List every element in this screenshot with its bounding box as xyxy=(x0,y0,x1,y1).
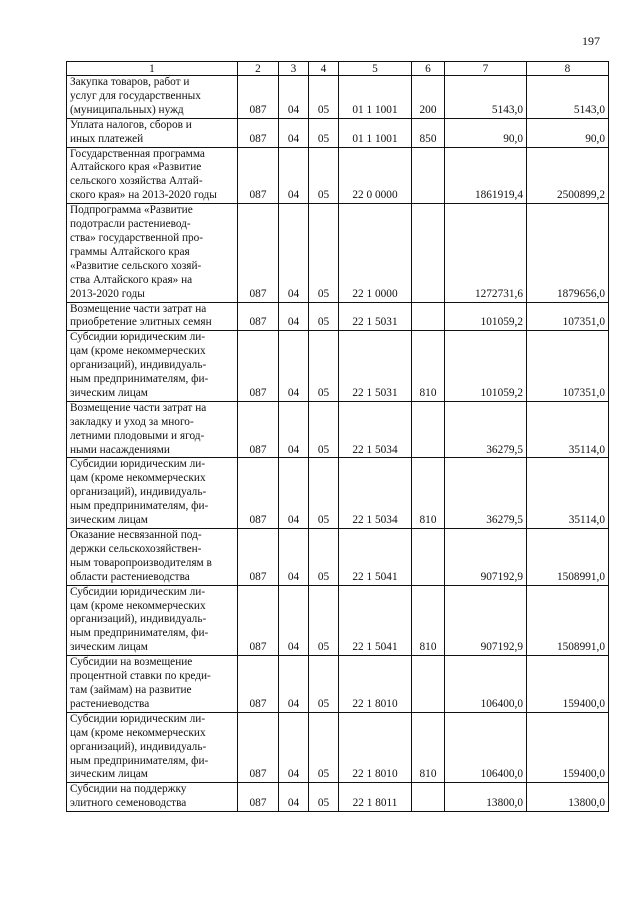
amount-2014: 101059,2 xyxy=(445,331,527,402)
description-line: «Развитие сельского хозяй- xyxy=(70,259,202,272)
row-description xyxy=(67,147,238,204)
amount-2014: 106400,0 xyxy=(445,656,527,713)
description-line: (муниципальных) нужд xyxy=(70,103,184,116)
amount-2014: 36279,5 xyxy=(445,401,527,458)
header-cell: 4 xyxy=(309,62,339,76)
description-line: организаций), индивидуаль- xyxy=(70,359,207,372)
description-line: 2013-2020 годы xyxy=(70,287,145,300)
description-line: приобретение элитных семян xyxy=(70,316,212,329)
row-description xyxy=(67,401,238,458)
row-description xyxy=(67,585,238,656)
description-line: ным товаропроизводителям в xyxy=(70,556,212,569)
code-vr: 810 xyxy=(412,458,445,529)
table-row xyxy=(67,401,609,458)
header-cell: 3 xyxy=(279,62,309,76)
code-gr: 087 xyxy=(238,302,279,331)
code-pr: 05 xyxy=(309,585,339,656)
code-vr xyxy=(412,783,445,812)
amount-2014: 5143,0 xyxy=(445,76,527,119)
amount-2014: 1861919,4 xyxy=(445,147,527,204)
description-line: иных платежей xyxy=(70,132,144,145)
code-csr: 22 1 5031 xyxy=(339,302,412,331)
code-gr: 087 xyxy=(238,458,279,529)
code-rz: 04 xyxy=(279,118,309,147)
description-line: ным предпринимателям, фи- xyxy=(70,627,209,640)
description-line: Субсидии на возмещение xyxy=(70,656,193,669)
amount-2015: 1879656,0 xyxy=(527,204,609,302)
code-csr: 22 1 8011 xyxy=(339,783,412,812)
description-line: области растениеводства xyxy=(70,570,190,583)
code-csr: 01 1 1001 xyxy=(339,76,412,119)
description-line: цам (кроме некоммерческих xyxy=(70,726,206,739)
header-cell: 5 xyxy=(339,62,412,76)
header-row xyxy=(67,62,609,76)
code-rz: 04 xyxy=(279,76,309,119)
description-line: Алтайского края «Развитие xyxy=(70,161,202,174)
code-vr: 200 xyxy=(412,76,445,119)
header-cell: 7 xyxy=(445,62,527,76)
amount-2014: 90,0 xyxy=(445,118,527,147)
code-gr: 087 xyxy=(238,118,279,147)
row-description xyxy=(67,656,238,713)
code-vr: 810 xyxy=(412,712,445,783)
code-pr: 05 xyxy=(309,783,339,812)
description-line: ства» государственной про- xyxy=(70,231,204,244)
table-row xyxy=(67,204,609,302)
table-row xyxy=(67,712,609,783)
row-description xyxy=(67,712,238,783)
description-line: Субсидии юридическим ли- xyxy=(70,331,206,344)
description-line: граммы Алтайского края xyxy=(70,245,190,258)
code-rz: 04 xyxy=(279,331,309,402)
description-line: ского края» на 2013-2020 годы xyxy=(70,189,217,202)
description-line: Субсидии юридическим ли- xyxy=(70,712,206,725)
code-gr: 087 xyxy=(238,76,279,119)
row-description xyxy=(67,302,238,331)
code-rz: 04 xyxy=(279,712,309,783)
page-number: 197 xyxy=(582,34,600,48)
code-pr: 05 xyxy=(309,458,339,529)
row-description xyxy=(67,458,238,529)
row-description xyxy=(67,204,238,302)
code-pr: 05 xyxy=(309,401,339,458)
code-vr xyxy=(412,529,445,586)
code-rz: 04 xyxy=(279,302,309,331)
description-line: закладку и уход за много- xyxy=(70,415,194,428)
amount-2014: 36279,5 xyxy=(445,458,527,529)
amount-2015: 13800,0 xyxy=(527,783,609,812)
code-gr: 087 xyxy=(238,147,279,204)
code-pr: 05 xyxy=(309,204,339,302)
table-row xyxy=(67,147,609,204)
table-row xyxy=(67,331,609,402)
code-gr: 087 xyxy=(238,529,279,586)
amount-2014: 101059,2 xyxy=(445,302,527,331)
row-description xyxy=(67,331,238,402)
code-vr xyxy=(412,656,445,713)
table-row xyxy=(67,458,609,529)
description-line: цам (кроме некоммерческих xyxy=(70,472,206,485)
row-description xyxy=(67,529,238,586)
header-cell: 1 xyxy=(67,62,238,76)
code-gr: 087 xyxy=(238,783,279,812)
description-line: держки сельскохозяйствен- xyxy=(70,542,202,555)
amount-2015: 35114,0 xyxy=(527,458,609,529)
code-csr: 22 1 5031 xyxy=(339,331,412,402)
table-row xyxy=(67,783,609,812)
code-vr: 810 xyxy=(412,331,445,402)
description-line: организаций), индивидуаль- xyxy=(70,740,207,753)
description-line: ным предпринимателям, фи- xyxy=(70,754,209,767)
amount-2015: 2500899,2 xyxy=(527,147,609,204)
amount-2014: 907192,9 xyxy=(445,529,527,586)
code-rz: 04 xyxy=(279,529,309,586)
description-line: цам (кроме некоммерческих xyxy=(70,345,206,358)
code-gr: 087 xyxy=(238,331,279,402)
row-description xyxy=(67,76,238,119)
code-rz: 04 xyxy=(279,147,309,204)
description-line: ным предпринимателям, фи- xyxy=(70,373,209,386)
description-line: там (займам) на развитие xyxy=(70,683,192,696)
code-csr: 22 1 8010 xyxy=(339,656,412,713)
code-gr: 087 xyxy=(238,712,279,783)
description-line: организаций), индивидуаль- xyxy=(70,613,207,626)
code-rz: 04 xyxy=(279,656,309,713)
description-line: сельского хозяйства Алтай- xyxy=(70,175,203,188)
table-row xyxy=(67,585,609,656)
code-gr: 087 xyxy=(238,585,279,656)
amount-2014: 907192,9 xyxy=(445,585,527,656)
code-gr: 087 xyxy=(238,204,279,302)
table-row xyxy=(67,118,609,147)
description-line: услуг для государственных xyxy=(70,89,201,102)
description-line: Оказание несвязанной под- xyxy=(70,529,202,541)
description-line: Субсидии юридическим ли- xyxy=(70,585,206,598)
description-line: зическим лицам xyxy=(70,386,148,399)
code-pr: 05 xyxy=(309,656,339,713)
amount-2015: 35114,0 xyxy=(527,401,609,458)
code-pr: 05 xyxy=(309,147,339,204)
description-line: Государственная программа xyxy=(70,147,205,160)
code-csr: 22 1 8010 xyxy=(339,712,412,783)
description-line: летними плодовыми и ягод- xyxy=(70,429,205,442)
header-cell: 2 xyxy=(238,62,279,76)
table-row xyxy=(67,656,609,713)
code-vr: 810 xyxy=(412,585,445,656)
description-line: Возмещение части затрат на xyxy=(70,302,207,315)
amount-2015: 159400,0 xyxy=(527,712,609,783)
code-vr xyxy=(412,302,445,331)
code-csr: 22 1 5041 xyxy=(339,529,412,586)
code-pr: 05 xyxy=(309,118,339,147)
code-csr: 22 1 0000 xyxy=(339,204,412,302)
code-pr: 05 xyxy=(309,712,339,783)
amount-2015: 90,0 xyxy=(527,118,609,147)
code-vr: 850 xyxy=(412,118,445,147)
amount-2015: 107351,0 xyxy=(527,302,609,331)
description-line: Субсидии юридическим ли- xyxy=(70,458,206,471)
description-line: ства Алтайского края» на xyxy=(70,273,193,286)
code-csr: 01 1 1001 xyxy=(339,118,412,147)
description-line: процентной ставки по креди- xyxy=(70,670,211,683)
code-vr xyxy=(412,204,445,302)
description-line: элитного семеноводства xyxy=(70,797,187,810)
code-rz: 04 xyxy=(279,401,309,458)
description-line: ным предпринимателям, фи- xyxy=(70,500,209,513)
description-line: подотрасли растениевод- xyxy=(70,218,191,231)
description-line: зическим лицам xyxy=(70,768,148,781)
description-line: организаций), индивидуаль- xyxy=(70,486,207,499)
amount-2014: 1272731,6 xyxy=(445,204,527,302)
header-cell: 8 xyxy=(527,62,609,76)
description-line: зическим лицам xyxy=(70,641,148,654)
code-csr: 22 1 5034 xyxy=(339,458,412,529)
code-gr: 087 xyxy=(238,401,279,458)
amount-2014: 106400,0 xyxy=(445,712,527,783)
description-line: Подпрограмма «Развитие xyxy=(70,204,193,217)
code-rz: 04 xyxy=(279,783,309,812)
code-pr: 05 xyxy=(309,529,339,586)
code-rz: 04 xyxy=(279,458,309,529)
description-line: Уплата налогов, сборов и xyxy=(70,118,192,131)
description-line: Возмещение части затрат на xyxy=(70,401,207,414)
description-line: Закупка товаров, работ и xyxy=(70,76,190,88)
table-row xyxy=(67,529,609,586)
description-line: растениеводства xyxy=(70,697,150,710)
budget-table xyxy=(66,61,609,812)
code-csr: 22 0 0000 xyxy=(339,147,412,204)
description-line: цам (кроме некоммерческих xyxy=(70,599,206,612)
table-row xyxy=(67,76,609,119)
header-cell: 6 xyxy=(412,62,445,76)
table-row xyxy=(67,302,609,331)
amount-2015: 159400,0 xyxy=(527,656,609,713)
row-description xyxy=(67,783,238,812)
row-description xyxy=(67,118,238,147)
code-pr: 05 xyxy=(309,76,339,119)
amount-2015: 1508991,0 xyxy=(527,529,609,586)
code-csr: 22 1 5041 xyxy=(339,585,412,656)
amount-2015: 1508991,0 xyxy=(527,585,609,656)
code-vr xyxy=(412,147,445,204)
description-line: Субсидии на поддержку xyxy=(70,783,187,796)
code-rz: 04 xyxy=(279,585,309,656)
code-pr: 05 xyxy=(309,302,339,331)
code-pr: 05 xyxy=(309,331,339,402)
code-csr: 22 1 5034 xyxy=(339,401,412,458)
amount-2015: 107351,0 xyxy=(527,331,609,402)
code-rz: 04 xyxy=(279,204,309,302)
code-gr: 087 xyxy=(238,656,279,713)
description-line: ными насаждениями xyxy=(70,443,170,456)
description-line: зическим лицам xyxy=(70,514,148,527)
amount-2015: 5143,0 xyxy=(527,76,609,119)
amount-2014: 13800,0 xyxy=(445,783,527,812)
code-vr xyxy=(412,401,445,458)
